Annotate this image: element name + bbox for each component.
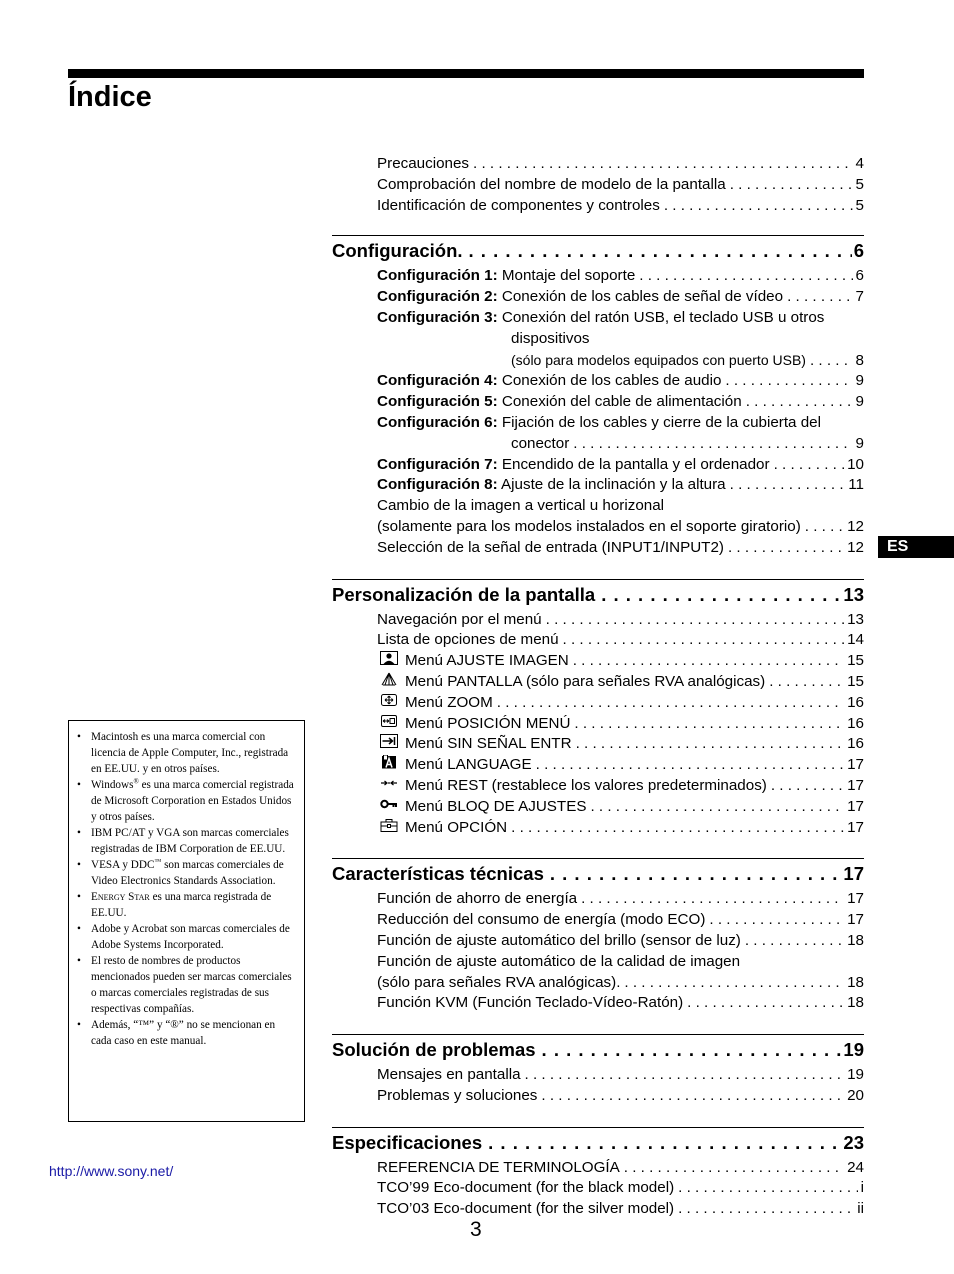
toc-entry[interactable]: Menú OPCIÓN . . . 17 <box>380 818 864 839</box>
screen-icon <box>380 672 398 686</box>
language-tab: ES <box>878 536 954 558</box>
toc-entry[interactable]: Menú PANTALLA (sólo para señales RVA analógicas) . . . 15 <box>380 672 864 693</box>
toc-entry[interactable]: Configuración 8: Ajuste de la inclinación y la altura . . . 11 <box>377 475 864 496</box>
toc-entry[interactable]: Mensajes en pantalla . . . 19 <box>377 1065 864 1086</box>
toc-entry[interactable]: Identificación de componentes y controles . . . 5 <box>377 196 864 217</box>
page-number: 3 <box>470 1218 482 1241</box>
toc-entry[interactable]: Configuración 4: Conexión de los cables de audio . . . 9 <box>377 371 864 392</box>
toc-entry[interactable]: Función KVM (Función Teclado-Vídeo-Ratón) . . . 18 <box>377 993 864 1014</box>
toc-entry[interactable]: Función de ajuste automático del brillo (sensor de luz) . . . 18 <box>377 931 864 952</box>
toc-entry-continuation[interactable]: (sólo para modelos equipados con puerto USB) . . . 8 <box>511 350 864 372</box>
toc-entry[interactable]: Selección de la señal de entrada (INPUT1/INPUT2) . . . 12 <box>377 538 864 559</box>
toc-entry[interactable]: Cambio de la imagen a vertical u horizonal <box>377 497 665 515</box>
toc-entry-continuation[interactable]: conector . . . 9 <box>511 434 864 455</box>
toc-entry[interactable]: TCO’03 Eco-document (for the silver model) . . . ii <box>377 1199 864 1220</box>
trademark-item: • El resto de nombres de productos mencionados pueden ser marcas comerciales o marcas comerciales registradas de sus respectivas compañías. <box>77 953 296 1017</box>
toc-entry[interactable]: Configuración 1: Montaje del soporte . . . 6 <box>377 266 864 287</box>
sony-url-link[interactable]: http://www.sony.net/ <box>49 1163 174 1179</box>
toc-entry[interactable]: Configuración 5: Conexión del cable de alimentación . . . 9 <box>377 392 864 413</box>
toc-entry[interactable]: Menú LANGUAGE . . . 17 <box>380 755 864 776</box>
language-icon <box>380 755 398 769</box>
toc-entry[interactable]: Configuración 3: Conexión del ratón USB, el teclado USB u otros <box>377 308 825 326</box>
trademark-item: • Energy Star es una marca registrada de EE.UU. <box>77 889 296 921</box>
toc-entry-continuation: dispositivos <box>511 329 590 347</box>
toc-entry[interactable]: TCO’99 Eco-document (for the black model) . . . i <box>377 1178 864 1199</box>
section-heading-configuracion[interactable]: Configuración. . . . 6 <box>332 235 864 263</box>
section-heading-caracteristicas[interactable]: Características técnicas . . . 17 <box>332 858 864 886</box>
toc-entry[interactable]: Lista de opciones de menú . . . 14 <box>377 630 864 651</box>
toc-entry[interactable]: Configuración 6: Fijación de los cables y cierre de la cubierta del <box>377 413 821 431</box>
title-rule <box>68 69 864 78</box>
toc-entry[interactable]: Menú POSICIÓN MENÚ . . . 16 <box>380 714 864 735</box>
lock-key-icon <box>380 797 398 811</box>
page-title: Índice <box>68 81 152 113</box>
section-heading-solucion[interactable]: Solución de problemas . . . 19 <box>332 1034 864 1062</box>
toc-entry[interactable]: Problemas y soluciones . . . 20 <box>377 1086 864 1107</box>
trademark-item: • VESA y DDC™ son marcas comerciales de Video Electronics Standards Association. <box>77 857 296 889</box>
table-of-contents <box>332 154 864 1220</box>
toc-entry-continuation[interactable]: (solamente para los modelos instalados en el soporte giratorio) . . . 12 <box>377 517 864 538</box>
toc-entry-continuation[interactable]: (sólo para señales RVA analógicas). . . . 18 <box>377 973 864 994</box>
trademark-item: • IBM PC/AT y VGA son marcas comerciales registradas de IBM Corporation de EE.UU. <box>77 825 296 857</box>
toc-entry[interactable]: Función de ahorro de energía . . . 17 <box>377 889 864 910</box>
picture-adjust-icon <box>380 651 398 665</box>
toc-entry[interactable]: Menú AJUSTE IMAGEN . . . 15 <box>380 651 864 672</box>
toc-entry[interactable]: Función de ajuste automático de la calidad de imagen <box>377 952 741 970</box>
zoom-icon <box>380 693 398 707</box>
trademark-notice <box>68 720 305 1122</box>
toc-entry[interactable]: Menú ZOOM . . . 16 <box>380 693 864 714</box>
trademark-item: • Windows® es una marca comercial registrada de Microsoft Corporation en Estados Unidos y otros países. <box>77 777 296 825</box>
option-toolbox-icon <box>380 818 398 832</box>
reset-icon <box>380 776 398 790</box>
toc-entry[interactable]: Menú BLOQ DE AJUSTES . . . 17 <box>380 797 864 818</box>
menu-position-icon <box>380 714 398 728</box>
toc-entry[interactable]: Precauciones . . . 4 <box>377 154 864 175</box>
trademark-item: • Adobe y Acrobat son marcas comerciales de Adobe Systems Incorporated. <box>77 921 296 953</box>
toc-entry[interactable]: REFERENCIA DE TERMINOLOGÍA . . . 24 <box>377 1158 864 1179</box>
trademark-item: • Macintosh es una marca comercial con licencia de Apple Computer, Inc., registrada en EE.UU. y en otros países. <box>77 729 296 777</box>
toc-entry[interactable]: Navegación por el menú . . . 13 <box>377 610 864 631</box>
section-heading-personalizacion[interactable]: Personalización de la pantalla . . . 13 <box>332 579 864 607</box>
toc-entry[interactable]: Reducción del consumo de energía (modo ECO) . . . 17 <box>377 910 864 931</box>
toc-entry[interactable]: Menú SIN SEÑAL ENTR . . . 16 <box>380 734 864 755</box>
toc-entry[interactable]: Comprobación del nombre de modelo de la pantalla . . . 5 <box>377 175 864 196</box>
toc-entry[interactable]: Configuración 7: Encendido de la pantalla y el ordenador . . . 10 <box>377 455 864 476</box>
no-input-signal-icon <box>380 734 398 748</box>
toc-entry[interactable]: Configuración 2: Conexión de los cables de señal de vídeo . . . 7 <box>377 287 864 308</box>
toc-entry[interactable]: Menú REST (restablece los valores predeterminados) . . . 17 <box>380 776 864 797</box>
trademark-item: • Además, “™” y “®” no se mencionan en cada caso en este manual. <box>77 1017 296 1049</box>
section-heading-especificaciones[interactable]: Especificaciones . . . 23 <box>332 1127 864 1155</box>
